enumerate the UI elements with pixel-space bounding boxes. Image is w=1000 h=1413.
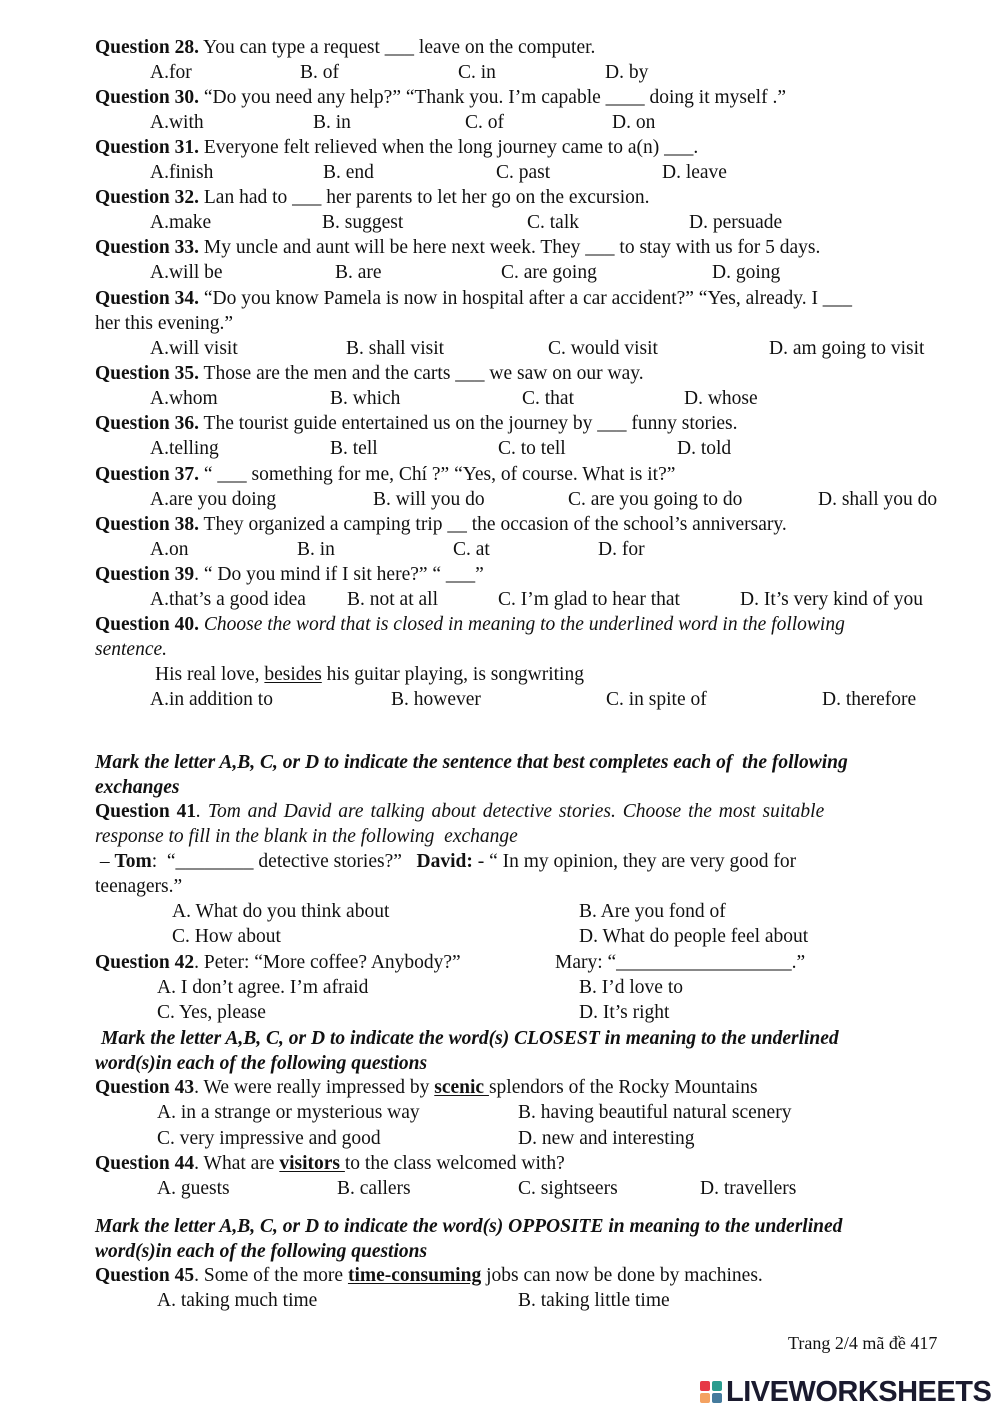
- q33-option-b[interactable]: B. are: [335, 262, 382, 283]
- q38-option-a[interactable]: A.on: [150, 539, 189, 560]
- q40-option-a[interactable]: A.in addition to: [150, 689, 273, 710]
- section-instruction-closest-cont: word(s)in each of the following questions: [95, 1053, 428, 1074]
- logo-text: LIVEWORKSHEETS: [726, 1375, 992, 1408]
- q41-option-c[interactable]: C. How about: [172, 926, 281, 947]
- question-42: Question 42. Peter: “More coffee? Anybody?”: [95, 952, 461, 973]
- question-34-cont: her this evening.”: [95, 313, 234, 334]
- q39-option-b[interactable]: B. not at all: [347, 589, 438, 610]
- question-34: Question 34. “Do you know Pamela is now in hospital after a car accident?” “Yes, already. I ___: [95, 288, 853, 309]
- q45-option-b[interactable]: B. taking little time: [518, 1290, 670, 1311]
- q32-option-a[interactable]: A.make: [150, 212, 212, 233]
- liveworksheets-logo[interactable]: [700, 1375, 991, 1409]
- q31-option-c[interactable]: C. past: [496, 162, 551, 183]
- question-38: Question 38. They organized a camping trip __ the occasion of the school’s anniversary.: [95, 514, 787, 535]
- q28-option-b[interactable]: B. of: [300, 62, 339, 83]
- q33-option-a[interactable]: A.will be: [150, 262, 223, 283]
- question-40-sentence: His real love, besides his guitar playing, is songwriting: [155, 664, 584, 685]
- q40-option-c[interactable]: C. in spite of: [606, 689, 707, 710]
- q41-option-d[interactable]: D. What do people feel about: [579, 926, 809, 947]
- q40-option-d[interactable]: D. therefore: [822, 689, 917, 710]
- q43-option-c[interactable]: C. very impressive and good: [157, 1128, 381, 1149]
- q28-option-c[interactable]: C. in: [458, 62, 496, 83]
- logo-icon: [700, 1381, 722, 1403]
- section-instruction-opposite: Mark the letter A,B, C, or D to indicate the word(s) OPPOSITE in meaning to the underlined: [95, 1216, 843, 1237]
- q34-option-a[interactable]: A.will visit: [150, 338, 238, 359]
- q37-option-c[interactable]: C. are you going to do: [568, 489, 743, 510]
- q38-option-c[interactable]: C. at: [453, 539, 490, 560]
- q45-option-a[interactable]: A. taking much time: [157, 1290, 318, 1311]
- q39-option-c[interactable]: C. I’m glad to hear that: [498, 589, 680, 610]
- q39-option-a[interactable]: A.that’s a good idea: [150, 589, 306, 610]
- q43-option-a[interactable]: A. in a strange or mysterious way: [157, 1102, 420, 1123]
- question-37: Question 37. “ ___ something for me, Chí ?” “Yes, of course. What is it?”: [95, 464, 676, 485]
- q36-option-c[interactable]: C. to tell: [498, 438, 566, 459]
- underlined-word: scenic: [434, 1077, 489, 1098]
- q37-option-a[interactable]: A.are you doing: [150, 489, 277, 510]
- q42-option-d[interactable]: D. It’s right: [579, 1002, 670, 1023]
- section-instruction-closest: Mark the letter A,B, C, or D to indicate the word(s) CLOSEST in meaning to the underlined: [101, 1028, 839, 1049]
- question-39: Question 39. “ Do you mind if I sit here?” “ ___”: [95, 564, 484, 585]
- q38-option-d[interactable]: D. for: [598, 539, 645, 560]
- q33-option-d[interactable]: D. going: [712, 262, 781, 283]
- q37-option-b[interactable]: B. will you do: [373, 489, 485, 510]
- question-41-dialog: – Tom: “________ detective stories?” David: - “ In my opinion, they are very good for: [95, 851, 797, 872]
- q31-option-d[interactable]: D. leave: [662, 162, 727, 183]
- q35-option-c[interactable]: C. that: [522, 388, 574, 409]
- q41-option-a[interactable]: A. What do you think about: [172, 901, 390, 922]
- q37-option-d[interactable]: D. shall you do: [818, 489, 938, 510]
- underlined-word: besides: [264, 664, 322, 685]
- q34-option-c[interactable]: C. would visit: [548, 338, 658, 359]
- q44-option-a[interactable]: A. guests: [157, 1178, 230, 1199]
- question-28: Question 28. You can type a request ___ leave on the computer.: [95, 37, 596, 58]
- q43-option-d[interactable]: D. new and interesting: [518, 1128, 695, 1149]
- q32-option-c[interactable]: C. talk: [527, 212, 579, 233]
- q30-option-c[interactable]: C. of: [465, 112, 504, 133]
- question-35: Question 35. Those are the men and the carts ___ we saw on our way.: [95, 363, 644, 384]
- page-footer: Trang 2/4 mã đề 417: [788, 1333, 938, 1353]
- q28-option-a[interactable]: A.for: [150, 62, 192, 83]
- section-instruction-exchanges-cont: exchanges: [95, 777, 180, 798]
- question-41-dialog-cont: teenagers.”: [95, 876, 183, 897]
- q30-option-a[interactable]: A.with: [150, 112, 204, 133]
- question-41-cont: response to fill in the blank in the following exchange: [95, 826, 518, 847]
- q42-option-c[interactable]: C. Yes, please: [157, 1002, 266, 1023]
- q34-option-d[interactable]: D. am going to visit: [769, 338, 925, 359]
- q44-option-c[interactable]: C. sightseers: [518, 1178, 618, 1199]
- q38-option-b[interactable]: B. in: [297, 539, 335, 560]
- q44-option-b[interactable]: B. callers: [337, 1178, 411, 1199]
- q36-option-a[interactable]: A.telling: [150, 438, 219, 459]
- underlined-word: visitors: [279, 1153, 345, 1174]
- q40-option-b[interactable]: B. however: [391, 689, 481, 710]
- q30-option-b[interactable]: B. in: [313, 112, 351, 133]
- q39-option-d[interactable]: D. It’s very kind of you: [740, 589, 924, 610]
- section-instruction-exchanges: Mark the letter A,B, C, or D to indicate the sentence that best completes each of the following: [95, 752, 848, 773]
- q35-option-b[interactable]: B. which: [330, 388, 401, 409]
- q33-option-c[interactable]: C. are going: [501, 262, 597, 283]
- section-instruction-opposite-cont: word(s)in each of the following questions: [95, 1241, 428, 1262]
- question-40-cont: sentence.: [95, 639, 168, 660]
- q35-option-d[interactable]: D. whose: [684, 388, 758, 409]
- q31-option-b[interactable]: B. end: [323, 162, 374, 183]
- q32-option-d[interactable]: D. persuade: [689, 212, 783, 233]
- question-32: Question 32. Lan had to ___ her parents to let her go on the excursion.: [95, 187, 650, 208]
- q43-option-b[interactable]: B. having beautiful natural scenery: [518, 1102, 792, 1123]
- question-42-mary: Mary: “__________________.”: [555, 952, 806, 973]
- q30-option-d[interactable]: D. on: [612, 112, 656, 133]
- question-45: Question 45. Some of the more time-consuming jobs can now be done by machines.: [95, 1265, 763, 1286]
- q42-option-a[interactable]: A. I don’t agree. I’m afraid: [157, 977, 369, 998]
- question-30: Question 30. “Do you need any help?” “Thank you. I’m capable ____ doing it myself .”: [95, 87, 786, 108]
- question-36: Question 36. The tourist guide entertained us on the journey by ___ funny stories.: [95, 413, 738, 434]
- q34-option-b[interactable]: B. shall visit: [346, 338, 445, 359]
- q35-option-a[interactable]: A.whom: [150, 388, 218, 409]
- question-31: Question 31. Everyone felt relieved when the long journey came to a(n) ___.: [95, 137, 699, 158]
- question-33: Question 33. My uncle and aunt will be here next week. They ___ to stay with us for 5 days.: [95, 237, 821, 258]
- q32-option-b[interactable]: B. suggest: [322, 212, 404, 233]
- underlined-word: time-consuming: [347, 1265, 482, 1286]
- q31-option-a[interactable]: A.finish: [150, 162, 214, 183]
- q36-option-d[interactable]: D. told: [677, 438, 732, 459]
- question-44: Question 44. What are visitors to the class welcomed with?: [95, 1153, 565, 1174]
- question-43: Question 43. We were really impressed by scenic splendors of the Rocky Mountains: [95, 1077, 758, 1098]
- q42-option-b[interactable]: B. I’d love to: [579, 977, 683, 998]
- question-40: Question 40. Choose the word that is closed in meaning to the underlined word in the following: [95, 614, 845, 635]
- question-41: Question 41. Tom and David are talking about detective stories. Choose the most suitable: [95, 801, 825, 822]
- q36-option-b[interactable]: B. tell: [330, 438, 378, 459]
- q44-option-d[interactable]: D. travellers: [700, 1178, 797, 1199]
- q28-option-d[interactable]: D. by: [605, 62, 649, 83]
- q41-option-b[interactable]: B. Are you fond of: [579, 901, 726, 922]
